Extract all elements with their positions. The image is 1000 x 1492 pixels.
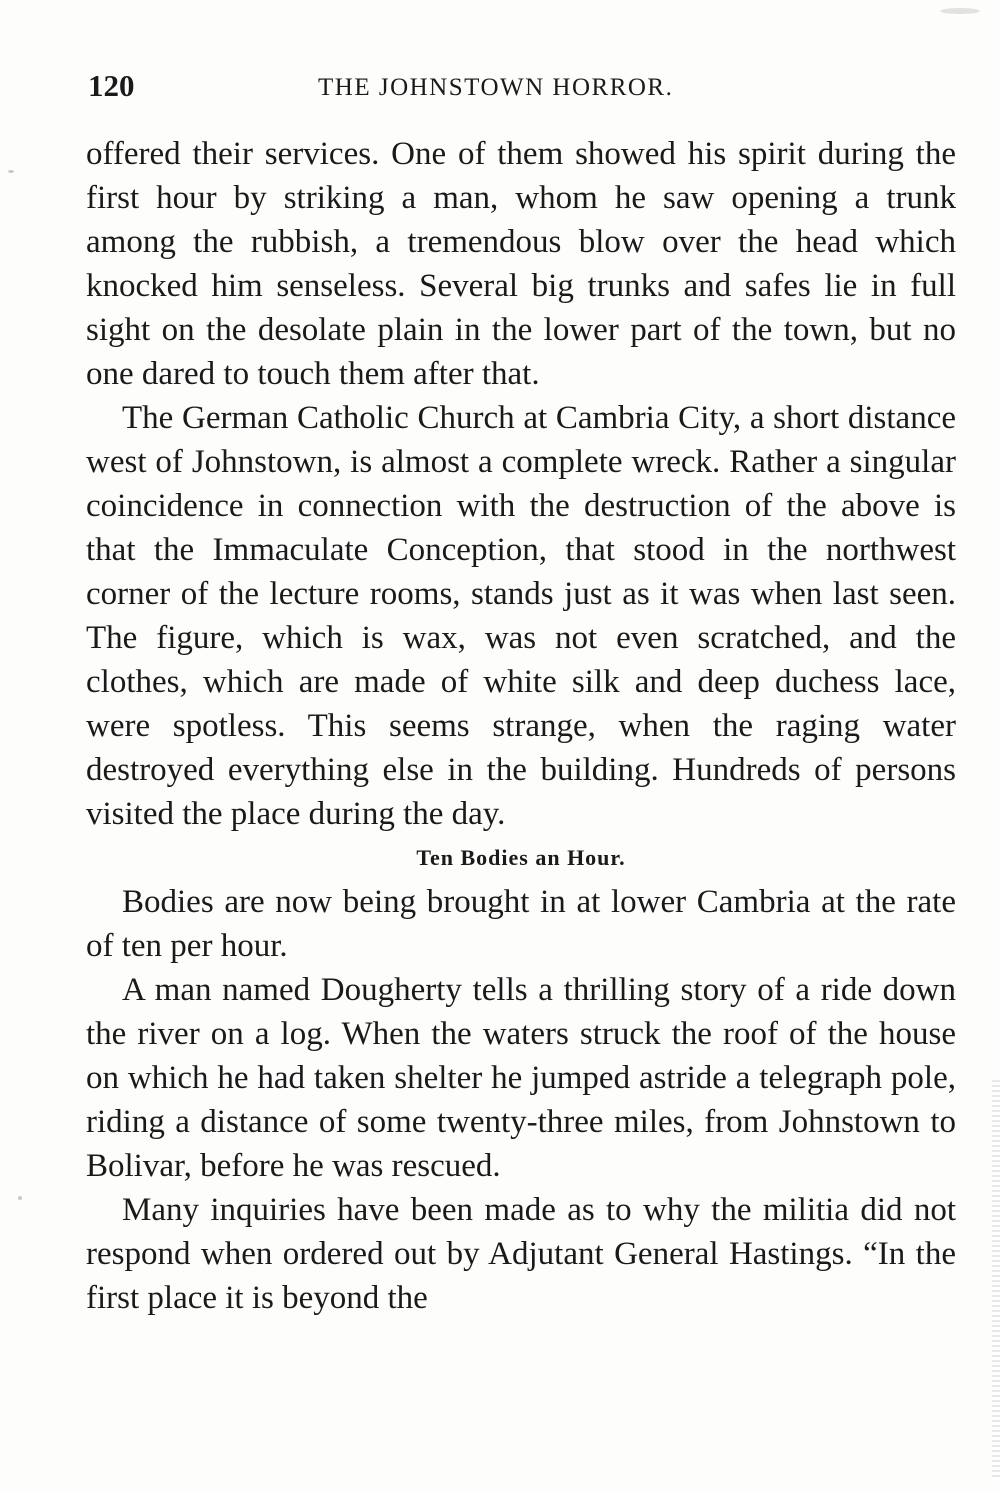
section-subheading: Ten Bodies an Hour.: [416, 845, 626, 870]
running-head: THE JOHNSTOWN HORROR.: [318, 74, 674, 101]
page-number: 120: [88, 68, 135, 103]
scan-edge-artifact: [992, 1080, 1000, 1480]
page-header: [86, 68, 956, 108]
scan-speck: [18, 1196, 22, 1200]
paragraph: Many inquiries have been made as to why the militia did not respond when ordered out by Adjutant General Hastings. “In the first place it is beyond the: [86, 1192, 956, 1316]
scan-speck: [940, 8, 980, 14]
paragraph: offered their services. One of them showed his spirit during the first hour by striking a man, whom he saw opening a trunk among the rubbish, a tremendous blow over the head which knocked him senseless. Several big trunks and safes lie in full sight on the desolate plain in the lower part of the town, but no one dared to touch them after that.: [86, 136, 956, 392]
paragraph: Bodies are now being brought in at lower Cambria at the rate of ten per hour.: [86, 884, 956, 964]
paragraph: The German Catholic Church at Cambria City, a short distance west of Johnstown, is almost a complete wreck. Rather a singular coincidence in connection with the destruction of the above is that the Immaculate Conception, that stood in the northwest corner of the lecture rooms, stands just as it was when last seen. The figure, which is wax, was not even scratched, and the clothes, which are made of white silk and deep duchess lace, were spotless. This seems strange, when the raging water destroyed everything else in the building. Hundreds of persons visited the place during the day.: [86, 400, 956, 832]
body-text: [86, 132, 956, 1320]
scan-speck: [8, 170, 14, 173]
paragraph: A man named Dougherty tells a thrilling story of a ride down the river on a log. When the waters struck the roof of the house on which he had taken shelter he jumped astride a telegraph pole, riding a distance of some twenty-three miles, from Johnstown to Bolivar, before he was rescued.: [86, 972, 956, 1184]
